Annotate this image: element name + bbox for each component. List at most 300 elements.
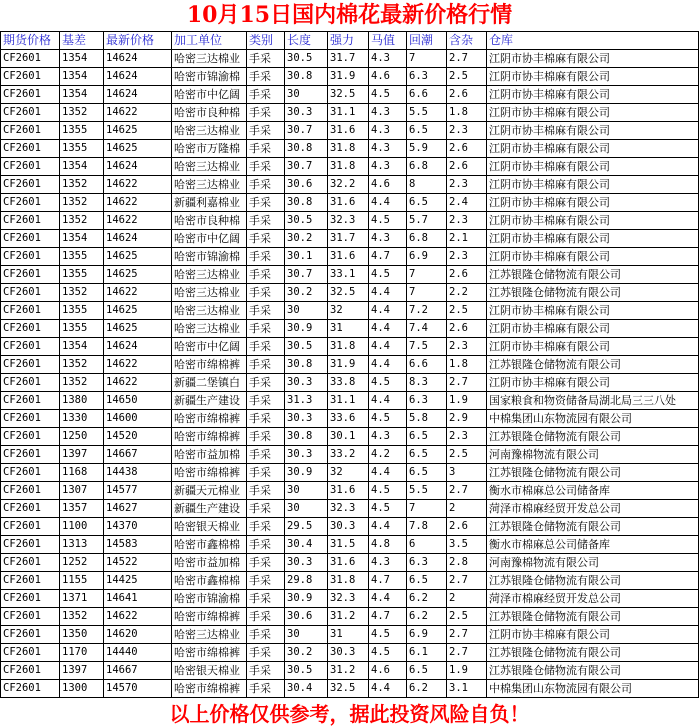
cell-processing-unit: 新疆二堡镇白 [172,374,247,392]
cell-moisture: 6.5 [407,662,447,680]
cell-warehouse: 江阴市协丰棉麻有限公司 [487,626,699,644]
cell-basis: 1352 [60,104,104,122]
cell-moisture: 7 [407,284,447,302]
cell-category: 手采 [247,248,285,266]
cell-length: 30 [285,482,328,500]
cell-micronaire: 4.6 [369,68,407,86]
cell-processing-unit: 新疆利嘉棉业 [172,194,247,212]
cell-strength: 32.3 [328,590,369,608]
cell-warehouse: 江苏银隆仓储物流有限公司 [487,572,699,590]
cell-strength: 31.9 [328,68,369,86]
cell-basis: 1252 [60,554,104,572]
cell-trash: 3.1 [447,680,487,698]
cell-trash: 1.9 [447,662,487,680]
cell-strength: 31 [328,626,369,644]
cell-basis: 1355 [60,122,104,140]
cell-futures-price: CF2601 [1,662,60,680]
table-row [1,356,699,374]
cell-basis: 1354 [60,50,104,68]
cell-strength: 31.8 [328,572,369,590]
cell-moisture: 6.5 [407,464,447,482]
cell-trash: 2.6 [447,158,487,176]
cell-basis: 1330 [60,410,104,428]
cell-trash: 2.6 [447,518,487,536]
cell-length: 30.2 [285,284,328,302]
table-row [1,518,699,536]
header-futures-price: 期货价格 [1,32,60,50]
cell-length: 30.5 [285,662,328,680]
cell-length: 30.1 [285,248,328,266]
cell-warehouse: 江阴市协丰棉麻有限公司 [487,212,699,230]
cell-trash: 1.8 [447,356,487,374]
cell-latest-price: 14622 [104,212,172,230]
cell-strength: 33.6 [328,410,369,428]
cell-moisture: 7.2 [407,302,447,320]
cell-length: 30.8 [285,194,328,212]
cell-trash: 2 [447,590,487,608]
cell-length: 30.9 [285,590,328,608]
cell-futures-price: CF2601 [1,410,60,428]
table-row [1,410,699,428]
cell-latest-price: 14625 [104,320,172,338]
cell-length: 30.6 [285,608,328,626]
table-row [1,662,699,680]
cell-category: 手采 [247,446,285,464]
cell-category: 手采 [247,338,285,356]
table-row [1,536,699,554]
cell-warehouse: 江苏银隆仓储物流有限公司 [487,284,699,302]
cell-basis: 1170 [60,644,104,662]
cell-micronaire: 4.3 [369,140,407,158]
cell-trash: 2.5 [447,68,487,86]
cell-latest-price: 14627 [104,500,172,518]
cell-category: 手采 [247,212,285,230]
cell-futures-price: CF2601 [1,284,60,302]
cell-micronaire: 4.5 [369,410,407,428]
cell-length: 30.4 [285,536,328,554]
cell-latest-price: 14600 [104,410,172,428]
cell-category: 手采 [247,536,285,554]
table-row [1,680,699,698]
cell-moisture: 7 [407,500,447,518]
cell-latest-price: 14620 [104,626,172,644]
table-row [1,176,699,194]
cell-futures-price: CF2601 [1,68,60,86]
cell-trash: 2.6 [447,86,487,104]
cell-futures-price: CF2601 [1,680,60,698]
cell-category: 手采 [247,122,285,140]
cell-latest-price: 14624 [104,50,172,68]
cell-futures-price: CF2601 [1,320,60,338]
cell-warehouse: 江阴市协丰棉麻有限公司 [487,122,699,140]
cell-processing-unit: 哈密市中亿阔 [172,230,247,248]
cell-moisture: 6.2 [407,590,447,608]
cell-basis: 1380 [60,392,104,410]
cell-moisture: 7.4 [407,320,447,338]
cell-futures-price: CF2601 [1,428,60,446]
cell-latest-price: 14370 [104,518,172,536]
cell-futures-price: CF2601 [1,176,60,194]
cell-futures-price: CF2601 [1,464,60,482]
cell-trash: 2.3 [447,176,487,194]
cell-processing-unit: 哈密三达棉业 [172,284,247,302]
cell-micronaire: 4.4 [369,302,407,320]
cell-processing-unit: 哈密市绵棉裤 [172,644,247,662]
cell-length: 30.3 [285,374,328,392]
cell-moisture: 8.3 [407,374,447,392]
cell-latest-price: 14622 [104,194,172,212]
cell-processing-unit: 哈密三达棉业 [172,158,247,176]
cell-moisture: 6.5 [407,446,447,464]
cell-processing-unit: 新疆天元棉业 [172,482,247,500]
cell-category: 手采 [247,266,285,284]
cell-warehouse: 江阴市协丰棉麻有限公司 [487,68,699,86]
table-row [1,500,699,518]
cell-category: 手采 [247,482,285,500]
cell-processing-unit: 哈密市良种棉 [172,212,247,230]
cell-latest-price: 14622 [104,284,172,302]
cell-processing-unit: 哈密市鑫棉棉 [172,536,247,554]
cell-futures-price: CF2601 [1,518,60,536]
cell-micronaire: 4.7 [369,608,407,626]
cell-category: 手采 [247,176,285,194]
cell-micronaire: 4.3 [369,158,407,176]
cell-moisture: 5.7 [407,212,447,230]
table-row [1,104,699,122]
cell-trash: 2.7 [447,644,487,662]
cell-basis: 1354 [60,158,104,176]
cell-trash: 2.7 [447,374,487,392]
cell-micronaire: 4.5 [369,86,407,104]
cell-futures-price: CF2601 [1,122,60,140]
header-warehouse: 仓库 [487,32,699,50]
cell-trash: 2.4 [447,194,487,212]
cell-length: 30.4 [285,680,328,698]
cell-micronaire: 4.4 [369,464,407,482]
table-row [1,302,699,320]
cell-basis: 1352 [60,374,104,392]
table-row [1,392,699,410]
cell-length: 30.3 [285,446,328,464]
cell-strength: 32 [328,464,369,482]
cell-micronaire: 4.4 [369,320,407,338]
cell-moisture: 6.9 [407,248,447,266]
cell-length: 30.6 [285,176,328,194]
table-row [1,320,699,338]
cell-category: 手采 [247,320,285,338]
cell-warehouse: 河南豫棉物流有限公司 [487,554,699,572]
cell-moisture: 6 [407,536,447,554]
cell-processing-unit: 哈密银天棉业 [172,662,247,680]
table-row [1,626,699,644]
cell-trash: 2.7 [447,50,487,68]
cell-warehouse: 河南豫棉物流有限公司 [487,446,699,464]
cell-trash: 3.5 [447,536,487,554]
cell-warehouse: 江阴市协丰棉麻有限公司 [487,158,699,176]
cell-futures-price: CF2601 [1,572,60,590]
cell-trash: 2.7 [447,572,487,590]
cell-trash: 2.3 [447,338,487,356]
cell-strength: 31.5 [328,536,369,554]
table-row [1,248,699,266]
cell-warehouse: 江阴市协丰棉麻有限公司 [487,374,699,392]
cell-trash: 2.1 [447,230,487,248]
cell-basis: 1350 [60,626,104,644]
cell-micronaire: 4.5 [369,644,407,662]
cell-category: 手采 [247,194,285,212]
cell-trash: 2.3 [447,248,487,266]
cell-length: 30.2 [285,230,328,248]
cell-trash: 2.3 [447,428,487,446]
cell-strength: 32.5 [328,284,369,302]
cell-micronaire: 4.5 [369,500,407,518]
cell-strength: 32.5 [328,86,369,104]
table-row [1,428,699,446]
cell-category: 手采 [247,68,285,86]
cell-category: 手采 [247,428,285,446]
cell-length: 29.5 [285,518,328,536]
cell-processing-unit: 哈密三达棉业 [172,266,247,284]
cell-length: 30 [285,302,328,320]
cell-moisture: 6.5 [407,122,447,140]
cell-latest-price: 14624 [104,230,172,248]
cell-futures-price: CF2601 [1,644,60,662]
cell-category: 手采 [247,140,285,158]
cell-strength: 32.3 [328,212,369,230]
cell-moisture: 6.3 [407,392,447,410]
cell-latest-price: 14570 [104,680,172,698]
cell-processing-unit: 哈密市益加棉 [172,446,247,464]
cell-length: 29.8 [285,572,328,590]
cell-moisture: 5.5 [407,104,447,122]
cell-warehouse: 江阴市协丰棉麻有限公司 [487,338,699,356]
cell-warehouse: 江阴市协丰棉麻有限公司 [487,176,699,194]
cell-strength: 31.2 [328,608,369,626]
header-latest-price: 最新价格 [104,32,172,50]
cell-micronaire: 4.4 [369,338,407,356]
cell-processing-unit: 哈密市锦渝棉 [172,590,247,608]
cell-trash: 2.6 [447,320,487,338]
cell-length: 30.7 [285,158,328,176]
cell-basis: 1355 [60,302,104,320]
table-row [1,68,699,86]
cell-processing-unit: 哈密三达棉业 [172,626,247,644]
cell-warehouse: 菏泽市棉麻经贸开发总公司 [487,590,699,608]
cell-basis: 1352 [60,212,104,230]
table-row [1,266,699,284]
cell-warehouse: 江阴市协丰棉麻有限公司 [487,248,699,266]
cell-moisture: 7.8 [407,518,447,536]
cell-futures-price: CF2601 [1,302,60,320]
cell-futures-price: CF2601 [1,194,60,212]
cell-moisture: 6.8 [407,230,447,248]
cell-length: 30.3 [285,410,328,428]
table-row [1,86,699,104]
table-row [1,338,699,356]
cell-micronaire: 4.5 [369,482,407,500]
cell-latest-price: 14425 [104,572,172,590]
cell-trash: 2.6 [447,266,487,284]
table-row [1,374,699,392]
cell-processing-unit: 哈密市绵棉裤 [172,680,247,698]
cell-trash: 3 [447,464,487,482]
cell-latest-price: 14624 [104,86,172,104]
cell-processing-unit: 哈密三达棉业 [172,320,247,338]
cell-warehouse: 江苏银隆仓储物流有限公司 [487,662,699,680]
cell-basis: 1100 [60,518,104,536]
cell-futures-price: CF2601 [1,554,60,572]
cell-basis: 1354 [60,68,104,86]
cell-length: 30.8 [285,140,328,158]
cell-latest-price: 14622 [104,356,172,374]
cell-strength: 32.2 [328,176,369,194]
cell-futures-price: CF2601 [1,392,60,410]
table-row [1,140,699,158]
cell-trash: 2.9 [447,410,487,428]
cell-moisture: 6.2 [407,608,447,626]
cell-processing-unit: 哈密市中亿阔 [172,338,247,356]
cell-strength: 32 [328,302,369,320]
cell-length: 30.5 [285,338,328,356]
cell-basis: 1371 [60,590,104,608]
cell-moisture: 7.5 [407,338,447,356]
cell-strength: 31.1 [328,392,369,410]
header-processing-unit: 加工单位 [172,32,247,50]
cell-warehouse: 中棉集团山东物流园有限公司 [487,410,699,428]
page-title: 10月15日国内棉花最新价格行情 [186,2,513,28]
cell-warehouse: 中棉集团山东物流园有限公司 [487,680,699,698]
cell-moisture: 6.8 [407,158,447,176]
cell-warehouse: 江阴市协丰棉麻有限公司 [487,104,699,122]
cell-micronaire: 4.3 [369,554,407,572]
cell-processing-unit: 哈密市绵棉裤 [172,410,247,428]
cell-warehouse: 江阴市协丰棉麻有限公司 [487,86,699,104]
cell-warehouse: 江苏银隆仓储物流有限公司 [487,644,699,662]
cell-length: 30 [285,500,328,518]
header-moisture: 回潮 [407,32,447,50]
cell-strength: 30.3 [328,644,369,662]
table-row [1,50,699,68]
cell-category: 手采 [247,284,285,302]
cell-basis: 1155 [60,572,104,590]
cell-basis: 1313 [60,536,104,554]
cell-category: 手采 [247,86,285,104]
cell-latest-price: 14624 [104,68,172,86]
header-strength: 强力 [328,32,369,50]
cell-moisture: 6.1 [407,644,447,662]
cell-futures-price: CF2601 [1,608,60,626]
cell-category: 手采 [247,50,285,68]
cell-moisture: 8 [407,176,447,194]
cell-category: 手采 [247,356,285,374]
cell-warehouse: 江阴市协丰棉麻有限公司 [487,140,699,158]
cell-basis: 1355 [60,266,104,284]
cell-processing-unit: 新疆生产建设 [172,500,247,518]
cell-processing-unit: 哈密市绵棉裤 [172,356,247,374]
cell-basis: 1352 [60,608,104,626]
cell-micronaire: 4.3 [369,104,407,122]
cell-futures-price: CF2601 [1,338,60,356]
cell-strength: 30.3 [328,518,369,536]
cell-micronaire: 4.4 [369,194,407,212]
cell-length: 31.3 [285,392,328,410]
cell-trash: 2.6 [447,140,487,158]
disclaimer: 以上价格仅供参考，据此投资风险自负！ [169,702,530,726]
cell-moisture: 6.2 [407,680,447,698]
cell-category: 手采 [247,644,285,662]
cell-futures-price: CF2601 [1,590,60,608]
cell-length: 30.9 [285,320,328,338]
cell-micronaire: 4.4 [369,284,407,302]
cell-futures-price: CF2601 [1,104,60,122]
cell-latest-price: 14625 [104,140,172,158]
cell-strength: 31.7 [328,50,369,68]
cell-moisture: 5.8 [407,410,447,428]
cell-category: 手采 [247,500,285,518]
cell-latest-price: 14625 [104,122,172,140]
cell-category: 手采 [247,104,285,122]
cell-micronaire: 4.6 [369,662,407,680]
cell-basis: 1352 [60,194,104,212]
cell-category: 手采 [247,590,285,608]
cell-micronaire: 4.8 [369,536,407,554]
cell-moisture: 6.6 [407,86,447,104]
cell-moisture: 6.5 [407,194,447,212]
cell-futures-price: CF2601 [1,374,60,392]
cell-micronaire: 4.2 [369,446,407,464]
cell-category: 手采 [247,626,285,644]
cell-warehouse: 江阴市协丰棉麻有限公司 [487,320,699,338]
cell-category: 手采 [247,464,285,482]
cell-warehouse: 衡水市棉麻总公司储备库 [487,482,699,500]
cell-basis: 1357 [60,500,104,518]
table-body [1,50,699,698]
cell-micronaire: 4.4 [369,518,407,536]
cell-micronaire: 4.3 [369,428,407,446]
cell-warehouse: 江阴市协丰棉麻有限公司 [487,50,699,68]
cell-strength: 31.8 [328,140,369,158]
cell-category: 手采 [247,392,285,410]
cell-micronaire: 4.7 [369,248,407,266]
table-row [1,572,699,590]
cell-latest-price: 14625 [104,266,172,284]
cell-strength: 31.8 [328,338,369,356]
cell-processing-unit: 哈密市绵棉裤 [172,608,247,626]
cell-warehouse: 江阴市协丰棉麻有限公司 [487,230,699,248]
cell-basis: 1355 [60,320,104,338]
cell-basis: 1300 [60,680,104,698]
cell-category: 手采 [247,410,285,428]
cell-strength: 31 [328,320,369,338]
cell-basis: 1352 [60,176,104,194]
cell-micronaire: 4.4 [369,680,407,698]
cell-trash: 2.5 [447,302,487,320]
table-row [1,590,699,608]
cell-latest-price: 14625 [104,302,172,320]
cell-processing-unit: 哈密银天棉业 [172,518,247,536]
cell-latest-price: 14577 [104,482,172,500]
cell-micronaire: 4.4 [369,590,407,608]
cell-processing-unit: 哈密市鑫棉棉 [172,572,247,590]
table-row [1,482,699,500]
cell-strength: 31.6 [328,554,369,572]
cell-moisture: 6.5 [407,428,447,446]
cell-micronaire: 4.7 [369,572,407,590]
cell-length: 30.5 [285,50,328,68]
cell-futures-price: CF2601 [1,158,60,176]
cell-trash: 1.8 [447,104,487,122]
cell-warehouse: 江苏银隆仓储物流有限公司 [487,608,699,626]
